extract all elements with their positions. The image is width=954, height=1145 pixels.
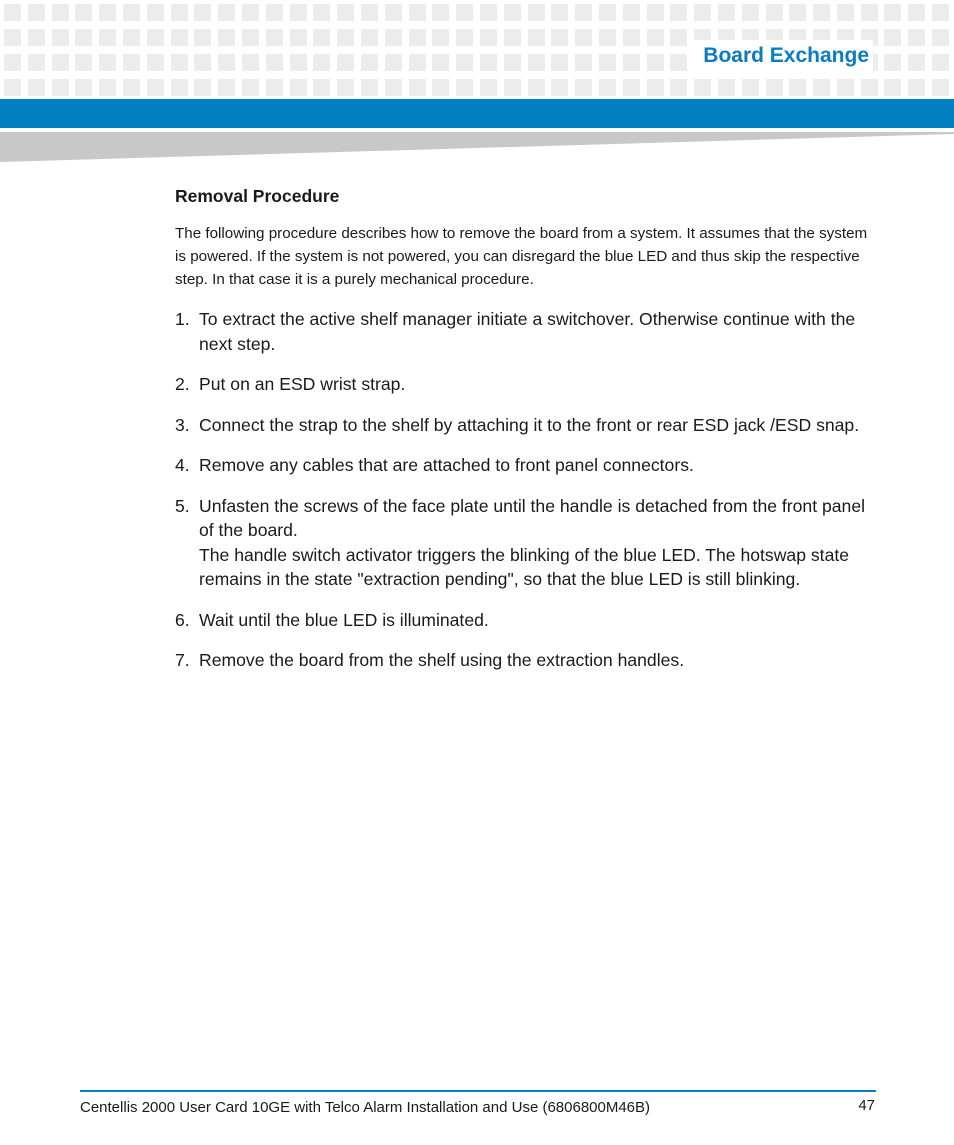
header-tile (932, 4, 949, 21)
header-tile (599, 4, 616, 21)
header-tile (908, 4, 925, 21)
header-tile (99, 79, 116, 96)
header-tile (432, 29, 449, 46)
header-tile (409, 54, 426, 71)
header-tile (385, 4, 402, 21)
header-tile (670, 29, 687, 46)
header-tile (670, 79, 687, 96)
header-tile (123, 79, 140, 96)
header-tile (623, 79, 640, 96)
header-tile (480, 79, 497, 96)
header-tile (194, 54, 211, 71)
header-tile (409, 29, 426, 46)
header-tile (456, 4, 473, 21)
header-tile (361, 29, 378, 46)
header-tile (861, 79, 878, 96)
step-main-text: Connect the strap to the shelf by attaching it to the front or rear ESD jack /ESD snap. (199, 414, 860, 435)
header-tile (4, 54, 21, 71)
header-tile (742, 4, 759, 21)
step-number: 5. (175, 495, 190, 516)
header-tile (290, 29, 307, 46)
header-tile (528, 54, 545, 71)
header-tile (99, 29, 116, 46)
header-tile (575, 79, 592, 96)
header-tile (575, 4, 592, 21)
header-tile (932, 54, 949, 71)
header-tile (147, 4, 164, 21)
header-tile (456, 54, 473, 71)
header-tile (623, 4, 640, 21)
header-tile (432, 54, 449, 71)
header-tile (385, 79, 402, 96)
header-tile (623, 29, 640, 46)
header-tile (432, 4, 449, 21)
header-tile (28, 4, 45, 21)
step-text (199, 608, 880, 633)
step-number: 6. (175, 609, 190, 630)
header-tile (694, 4, 711, 21)
step-main-text: Wait until the blue LED is illuminated. (199, 609, 489, 630)
header-tile (647, 54, 664, 71)
header-tile (313, 4, 330, 21)
step-number: 2. (175, 374, 190, 394)
header-tile (194, 4, 211, 21)
header-tile (171, 29, 188, 46)
header-tile (218, 54, 235, 71)
header-tile (290, 4, 307, 21)
header-tile (528, 79, 545, 96)
header-tile (75, 29, 92, 46)
header-tile (28, 29, 45, 46)
header-tile (266, 79, 283, 96)
header-tile (551, 79, 568, 96)
header-tile (123, 29, 140, 46)
procedure-step (175, 648, 880, 673)
header-tile (884, 4, 901, 21)
header-tile (290, 79, 307, 96)
header-tile (266, 4, 283, 21)
step-main-text: Remove any cables that are attached to front panel connectors. (199, 455, 694, 475)
header-tile (908, 79, 925, 96)
header-tile (813, 79, 830, 96)
header-tile (908, 29, 925, 46)
header-tile (4, 4, 21, 21)
header-tile (551, 29, 568, 46)
header-tile (99, 54, 116, 71)
header-tile (766, 79, 783, 96)
header-blue-bar (0, 99, 954, 128)
header-tile (932, 29, 949, 46)
header-tile (266, 54, 283, 71)
step-main-text: Unfasten the screws of the face plate until the handle is detached from the front panel of the board. (199, 495, 866, 540)
procedure-step (175, 307, 880, 356)
header-tile (99, 4, 116, 21)
step-number: 3. (175, 414, 190, 435)
header-tile (75, 79, 92, 96)
header-tile (528, 29, 545, 46)
header-tile (837, 79, 854, 96)
header-tile (599, 29, 616, 46)
header-tile (551, 54, 568, 71)
page-title: Board Exchange (693, 40, 873, 72)
header-tile (813, 4, 830, 21)
footer-document-title: Centellis 2000 User Card 10GE with Telco Alarm Installation and Use (6806800M46B) (80, 1099, 651, 1116)
header-tile (52, 79, 69, 96)
step-text (199, 453, 880, 478)
header-tile (599, 79, 616, 96)
header-tile (75, 4, 92, 21)
header-tile (599, 54, 616, 71)
header-tile (551, 4, 568, 21)
header-tile (337, 79, 354, 96)
header-tile (242, 29, 259, 46)
header-tile (647, 4, 664, 21)
header-tile (361, 54, 378, 71)
header-tile (242, 79, 259, 96)
step-number: 1. (175, 309, 190, 329)
step-main-text: To extract the active shelf manager initiate a switchover. Otherwise continue with the next step. (199, 309, 856, 354)
step-note: The handle switch activator triggers the blinking of the blue LED. The hotswap state remains in the state "extraction pending", so that the blue LED is still blinking. (199, 544, 850, 589)
header-tile (75, 54, 92, 71)
header-tile (623, 54, 640, 71)
header-tile (52, 54, 69, 71)
header-tile (480, 54, 497, 71)
header-tile (861, 4, 878, 21)
header-tile (52, 29, 69, 46)
header-tile (480, 29, 497, 46)
header-tile (28, 54, 45, 71)
procedure-step (175, 372, 880, 397)
header-tile (171, 4, 188, 21)
header-tile (385, 29, 402, 46)
header-tile (504, 29, 521, 46)
header-gray-wedge (0, 132, 954, 162)
header-tile (147, 79, 164, 96)
header-tile (456, 29, 473, 46)
procedure-step (175, 453, 880, 478)
header-tile (194, 79, 211, 96)
header-tile (4, 79, 21, 96)
step-text (199, 494, 880, 592)
header-tile (361, 79, 378, 96)
header-tile (313, 54, 330, 71)
header-tile (575, 29, 592, 46)
header-tile (789, 4, 806, 21)
header-tile (28, 79, 45, 96)
header-tile (456, 79, 473, 96)
header-tile (123, 4, 140, 21)
header-tile (504, 4, 521, 21)
step-text (199, 307, 880, 356)
step-number: 4. (175, 455, 190, 475)
step-main-text: Put on an ESD wrist strap. (199, 374, 406, 394)
header-tile (884, 79, 901, 96)
header-tile (528, 4, 545, 21)
header-tile (242, 4, 259, 21)
header-tile (504, 79, 521, 96)
header-tile (313, 79, 330, 96)
header-tile (884, 54, 901, 71)
procedure-steps (175, 307, 880, 673)
header-tile (908, 54, 925, 71)
header-tile (147, 54, 164, 71)
header-tile (361, 4, 378, 21)
header-tile (409, 4, 426, 21)
header-tile (337, 54, 354, 71)
header-tile (171, 79, 188, 96)
header-tile (504, 54, 521, 71)
header-tile (480, 4, 497, 21)
procedure-step (175, 608, 880, 633)
step-text (199, 648, 880, 673)
header-tile (147, 29, 164, 46)
step-main-text: Remove the board from the shelf using the extraction handles. (199, 650, 685, 670)
step-number: 7. (175, 650, 190, 670)
header-tile (290, 54, 307, 71)
header-tile (884, 29, 901, 46)
intro-paragraph: The following procedure describes how to remove the board from a system. It assumes that the system is powered. If the system is not powered, you can disregard the blue LED and thus skip the respective step. In that case it is a purely mechanical procedure. (175, 225, 868, 288)
page-number: 47 (858, 1097, 875, 1114)
header-tile (432, 79, 449, 96)
header-tile (218, 79, 235, 96)
header-tile (647, 79, 664, 96)
header-tile (385, 54, 402, 71)
header-tile (171, 54, 188, 71)
header-tile (194, 29, 211, 46)
header-tile (266, 29, 283, 46)
step-text (199, 372, 880, 397)
header-tile (789, 79, 806, 96)
header-tile (218, 4, 235, 21)
header-tile (694, 79, 711, 96)
header-tile (409, 79, 426, 96)
header-tile (647, 29, 664, 46)
header-tile (123, 54, 140, 71)
header-tile (218, 29, 235, 46)
header-tile (718, 4, 735, 21)
footer-rule (80, 1090, 876, 1092)
header-tile (718, 79, 735, 96)
header-tile (742, 79, 759, 96)
header-tile (670, 4, 687, 21)
header-tile (837, 4, 854, 21)
section-heading: Removal Procedure (175, 186, 340, 206)
header-tile (670, 54, 687, 71)
header-tile (766, 4, 783, 21)
step-text (199, 413, 880, 438)
header-tile (575, 54, 592, 71)
header-tile (313, 29, 330, 46)
procedure-step (175, 413, 880, 438)
header-tile (4, 29, 21, 46)
procedure-step (175, 494, 880, 592)
header-tile (242, 54, 259, 71)
main-content (175, 184, 880, 689)
header-tile (337, 4, 354, 21)
header-tile (52, 4, 69, 21)
header-tile (932, 79, 949, 96)
header-tile (337, 29, 354, 46)
